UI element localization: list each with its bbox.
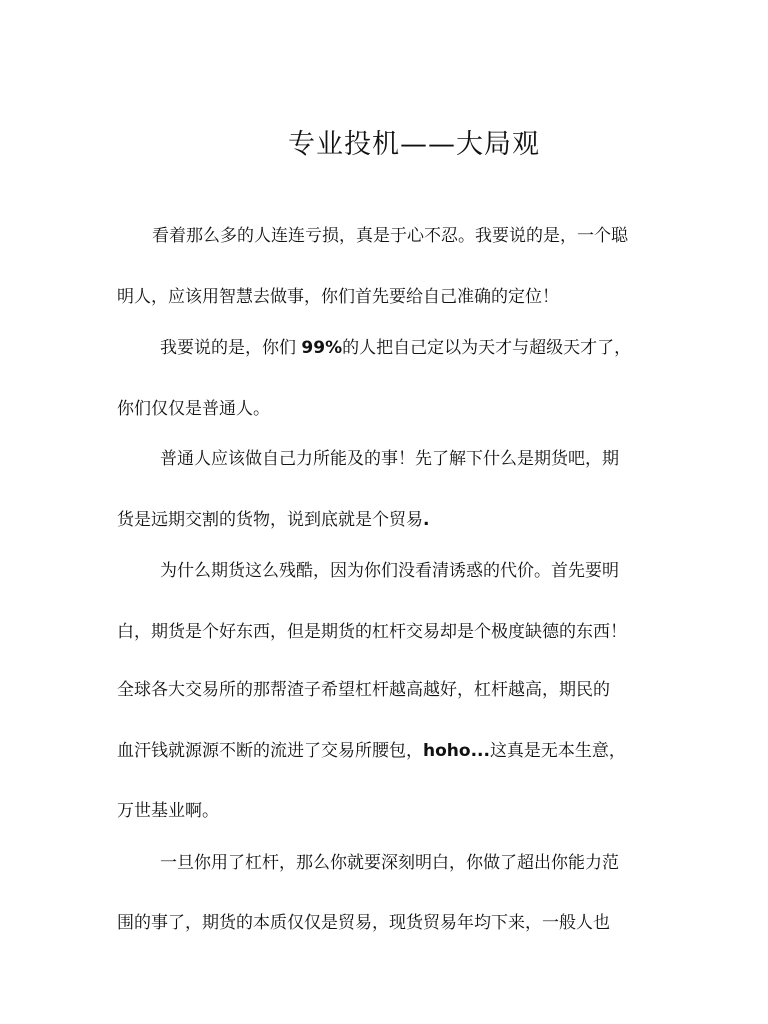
bold-text-run: . [423,510,430,530]
body-line [117,739,677,763]
text-run: 万世基业啊。 [117,801,219,821]
text-run: 围的事了，期货的本质仅仅是贸易，现货贸易年均下来，一般人也 [117,913,610,933]
body-line [160,447,720,471]
body-line [117,508,677,532]
document-title: 专业投机——大局观 [288,129,540,160]
text-run: 血汗钱就源源不断的流进了交易所腰包， [117,741,423,761]
body-line [117,911,677,935]
body-line [117,678,677,702]
text-run: 普通人应该做自己力所能及的事！先了解下什么是期货吧，期 [160,449,619,469]
text-run: 为什么期货这么残酷，因为你们没看清诱惑的代价。首先要明 [160,561,619,581]
text-run: 你们仅仅是普通人。 [117,399,270,419]
text-run: 明人，应该用智慧去做事，你们首先要给自己准确的定位！ [117,287,559,307]
bold-text-run: 99% [301,338,343,358]
text-run: 白，期货是个好东西，但是期货的杠杆交易却是个极度缺德的东西！ [117,622,627,642]
body-line [160,336,720,360]
text-run: 货是远期交割的货物，说到底就是个贸易 [117,510,423,530]
body-line [117,620,677,644]
text-run: 的人把自己定以为天才与超级天才了， [342,338,632,358]
text-run: 全球各大交易所的那帮渣子希望杠杆越高越好，杠杆越高，期民的 [117,680,610,700]
body-line [160,559,720,583]
body-line [117,285,677,309]
body-line [152,224,712,248]
body-line [117,799,677,823]
text-run: 一旦你用了杠杆，那么你就要深刻明白，你做了超出你能力范 [160,853,619,873]
body-line [160,851,720,875]
bold-text-run: hoho... [423,741,490,761]
text-run: 看着那么多的人连连亏损，真是于心不忍。我要说的是，一个聪 [152,226,628,246]
body-line [117,397,677,421]
text-run: 这真是无本生意， [489,741,626,761]
text-run: 我要说的是，你们 [160,338,302,358]
